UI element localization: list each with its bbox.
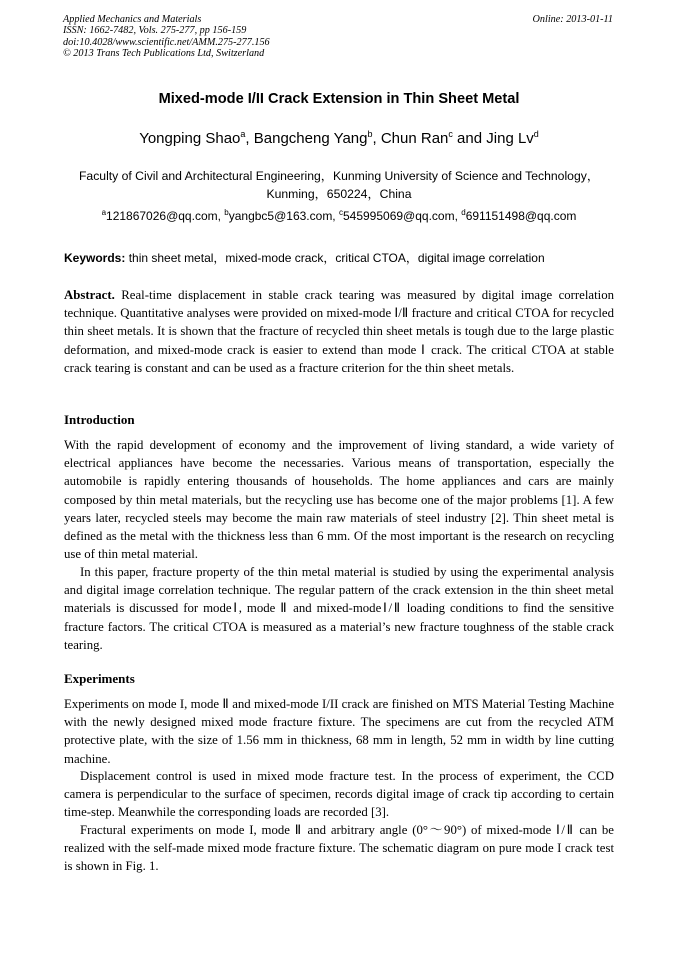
experiments-paragraph-1: Experiments on mode I, mode Ⅱ and mixed-mode I/II crack are finished on MTS Material Testing Machine with the newly designed mixed mode fracture fixture. The specimens are cut from the recycled ATM protective plate, with the size of 1.56 mm in thickness, 68 mm in length, 52 mm in width by line cutting machine. (64, 697, 614, 766)
email-link[interactable]: 545995069@qq.com, (342, 209, 462, 223)
issn-line: ISSN: 1662-7482, Vols. 275-277, pp 156-159 (63, 25, 247, 37)
abstract (64, 286, 614, 377)
author-list: Yongping Shao$^a$, Bangcheng Yang$^b$, Chun Ran$^c$ and Jing Lv$^d$ (139, 129, 539, 147)
keywords-label: Keywords: (64, 251, 126, 265)
email-link[interactable]: yangbc5@163.com, (228, 209, 339, 223)
affiliation-line: Faculty of Civil and Architectural Engineering，Kunming University of Science and Technology， (78, 169, 600, 183)
author-mark: d (533, 129, 539, 139)
keywords-text: thin sheet metal，mixed-mode crack，critical CTOA，digital image correlation (125, 251, 545, 265)
journal-name: Applied Mechanics and Materials (63, 14, 202, 25)
email-link[interactable]: 121867026@qq.com, (106, 209, 225, 223)
email-mark: a (101, 208, 107, 217)
email-mark: b (224, 208, 229, 217)
author-mark: b (367, 129, 373, 139)
keywords (64, 249, 624, 266)
intro-paragraph-1: With the rapid development of economy and the improvement of living standard, a wide variety of electrical appliances have become the necessaries. Various means of transportation, especially the automobile is rapidly entering thousands of households. The home appliances and cars are mainly composed by thin metal materials, but the recycling use has become one of the major problems [1]. A few years later, recycled steels may become the main raw materials of steel industry [2]. Thin sheet metal is defined as the metal with the thickness less than 6 mm. Of the most important is the research on recycling use of thin metal material. (64, 438, 614, 562)
email-list (0, 209, 678, 223)
affiliation-line: Kunming，650224，China (266, 187, 412, 201)
paper-title: Mixed-mode I/II Crack Extension in Thin Sheet Metal (158, 91, 520, 107)
online-date: Online: 2013-01-11 (532, 14, 613, 25)
author-mark: c (448, 129, 453, 139)
doi-line: doi:10.4028/www.scientific.net/AMM.275-277.156 (63, 36, 270, 48)
email-link[interactable]: 691151498@qq.com (465, 209, 577, 223)
author: Chun Ran (380, 130, 449, 147)
email-mark: d (461, 208, 466, 217)
author: Bangcheng Yang (253, 130, 368, 147)
abstract-label: Abstract. (64, 288, 115, 302)
experiments-paragraph-2: Displacement control is used in mixed mode fracture test. In the process of experiment, the CCD camera is perpendicular to the surface of specimen, records digital image of crack tip according to certain time-step. Meanwhile the corresponding loads are recorded [3]. (64, 769, 614, 820)
author: Jing Lv (486, 130, 534, 147)
email-mark: c (338, 208, 343, 217)
affiliation (64, 167, 614, 203)
abstract-text: Real-time displacement in stable crack tearing was measured by digital image correlation technique. Quantitative analyses were provided on mixed-mode Ⅰ/Ⅱ fracture and critical CTOA for recycled thin sheet metals. It is shown that the fracture of recycled thin sheet metals is tough due to the large plastic deformation, and mixed-mode crack is easier to extend than mode Ⅰ crack. The critical CTOA at stable crack tearing is constant and can be used as a fracture criterion for the thin sheet metals. (64, 288, 614, 375)
copyright-line: © 2013 Trans Tech Publications Ltd, Switzerland (63, 48, 265, 60)
intro-paragraph-2: In this paper, fracture property of the thin metal material is studied by using the experimental analysis and digital image correlation technique. The regular pattern of the crack extension in the thin sheet metal materials is discussed for modeⅠ, mode Ⅱ and mixed-modeⅠ/Ⅱ loading conditions to find the sensitive fracture factors. The critical CTOA is measured as a material’s new fracture toughness of the stable crack tearing. (64, 565, 614, 652)
introduction-heading: Introduction (64, 412, 135, 427)
journal-header (63, 14, 270, 60)
author-mark: a (240, 129, 246, 139)
experiments-heading: Experiments (64, 671, 135, 686)
author: Yongping Shao (139, 130, 241, 147)
experiments-paragraph-3: Fractural experiments on mode I, mode Ⅱ and arbitrary angle (0°～90°) of mixed-mode Ⅰ/Ⅱ can be realized with the self-made mixed mode fracture fixture. The schematic diagram on pure mode I crack test is shown in Fig. 1. (64, 823, 614, 874)
